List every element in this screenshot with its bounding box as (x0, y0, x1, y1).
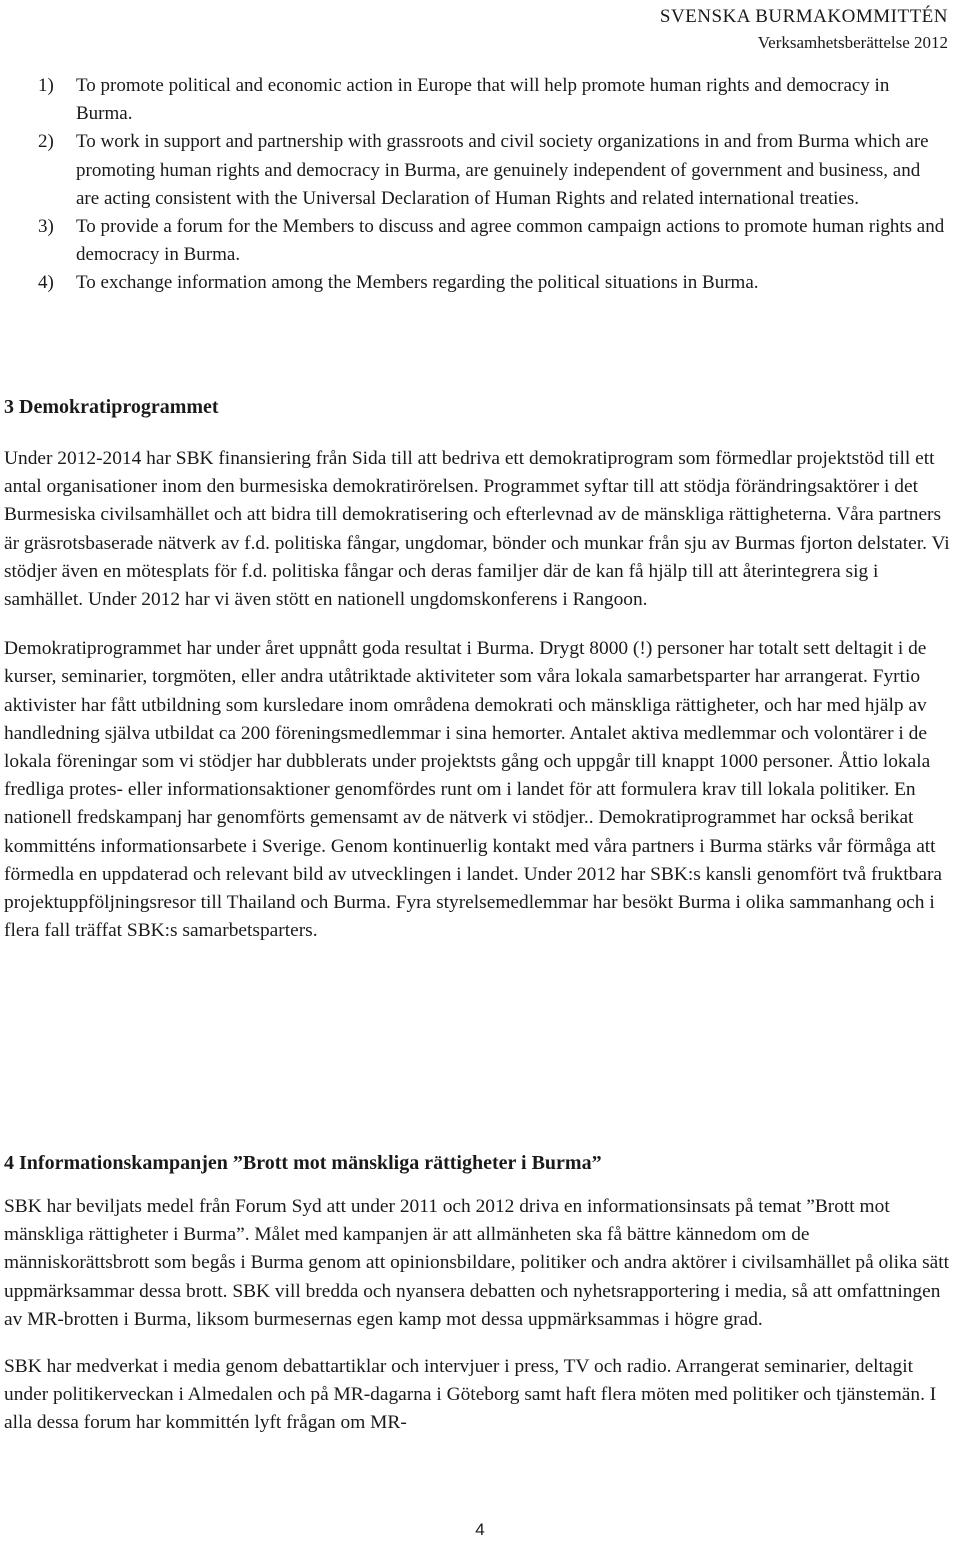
list-item-text: To provide a forum for the Members to discuss and agree common campaign actions to promote human rights and democracy in Burma. (76, 216, 945, 266)
section-4 (4, 1152, 954, 1438)
list-item (38, 213, 948, 269)
section-3-heading: 3 Demokratiprogrammet (4, 396, 219, 418)
list-item-number: 3) (38, 216, 54, 238)
section-3 (4, 396, 954, 945)
list-item-number: 4) (38, 272, 54, 294)
list-item-text: To work in support and partnership with grassroots and civil society organizations in and from Burma which are promoting human rights and democracy in Burma, are genuinely independent of government and business, and are acting consistent with the Universal Declaration of Human Rights and related international treaties. (76, 131, 929, 209)
list-item-number: 1) (38, 75, 54, 96)
list-item-number: 2) (38, 131, 54, 153)
list-item-text: To promote political and economic action in Europe that will help promote human rights and democracy in Burma. (76, 75, 890, 125)
report-subtitle: Verksamhetsberättelse 2012 (757, 33, 948, 52)
organization-name: SVENSKA BURMAKOMMITTÉN (659, 6, 948, 27)
section-3-paragraph-1: Under 2012-2014 har SBK finansiering från Sida till att bedriva ett demokratiprogram som förmedlar projektstöd till ett antal organisationer inom den burmesiska demokratirörelsen. Programmet syftar till att stödja förändringsaktörer i det Burmesiska civilsamhället och att bidra till demokratisering och efterlevnad av de mänskliga rättigheterna. Våra partners är gräsrotsbaserade nätverk av f.d. politiska fångar, ungdomar, bönder och munkar från sju av Burmas fjorton delstater. Vi stödjer även en mötesplats för f.d. politiska fångar och deras familjer där de kan få hjälp till att återintegrera sig i samhället. Under 2012 har vi även stött en nationell ungdomskonferens i Rangoon. (4, 448, 950, 611)
list-item (38, 128, 948, 213)
list-item-text: To exchange information among the Members regarding the political situations in Burma. (76, 272, 759, 294)
section-3-paragraph-2: Demokratiprogrammet har under året uppnått goda resultat i Burma. Drygt 8000 (!) personer har totalt sett deltagit i de kurser, seminarier, torgmöten, eller andra utåtriktade aktiviteter som våra lokala samarbetsparter har arrangerat. Fyrtio aktivister har fått utbildning som kursledare inom områdena demokrati och mänskliga rättigheter, och har med hjälp av handledning själva utbildat ca 200 föreningsmedlemmar i sina hemorter. Antalet aktiva medlemmar och volontärer i de lokala föreningar som vi stödjer har dubblerats under projektsts gång och uppgår till knappt 1000 personer. Åttio lokala fredliga protes- eller informationsaktioner genomfördes runt om i landet för att formulera krav till lokala politiker. En nationell fredskampanj har genomförts gemensamt av de nätverk vi stödjer.. Demokratiprogrammet har också berikat kommitténs informationsarbete i Sverige. Genom kontinuerlig kontakt med våra partners i Burma stärks vår förmåga att förmedla en uppdaterad och relevant bild av utvecklingen i landet. Under 2012 har SBK:s kansli genomfört två fruktbara projektuppföljningsresor till Thailand och Burma. Fyra styrelsemedlemmar har besökt Burma i olika sammanhang och i flera fall träffat SBK:s samarbetsparters. (4, 638, 943, 942)
section-4-paragraph-2: SBK har medverkat i media genom debattartiklar och intervjuer i press, TV och radio. Arrangerat seminarier, deltagit under politikerveckan i Almedalen och på MR-dagarna i Göteborg samt haft flera möten med politiker och tjänstemän. I alla dessa forum har kommittén lyft frågan om MR- (4, 1356, 937, 1434)
page-number: 4 (475, 1520, 485, 1539)
list-item (38, 269, 948, 297)
section-4-heading: 4 Informationskampanjen ”Brott mot mänskliga rättigheter i Burma” (4, 1152, 602, 1174)
list-item (38, 72, 948, 128)
page-header (660, 4, 948, 56)
section-4-paragraph-1: SBK har beviljats medel från Forum Syd att under 2011 och 2012 driva en informationsinsats på temat ”Brott mot mänskliga rättigheter i Burma”. Målet med kampanjen är att allmänheten ska få bättre kännedom om de människorättsbrott som begås i Burma genom att opinionsbildare, politiker och andra aktörer i civilsamhället på olika sätt uppmärksammar dessa brott. SBK vill bredda och nyansera debatten och nyhetsrapportering i media, så att omfattningen av MR-brotten i Burma, liksom burmesernas egen kamp mot dessa uppmärksammas i högre grad. (4, 1196, 950, 1330)
objectives-list (38, 72, 948, 298)
